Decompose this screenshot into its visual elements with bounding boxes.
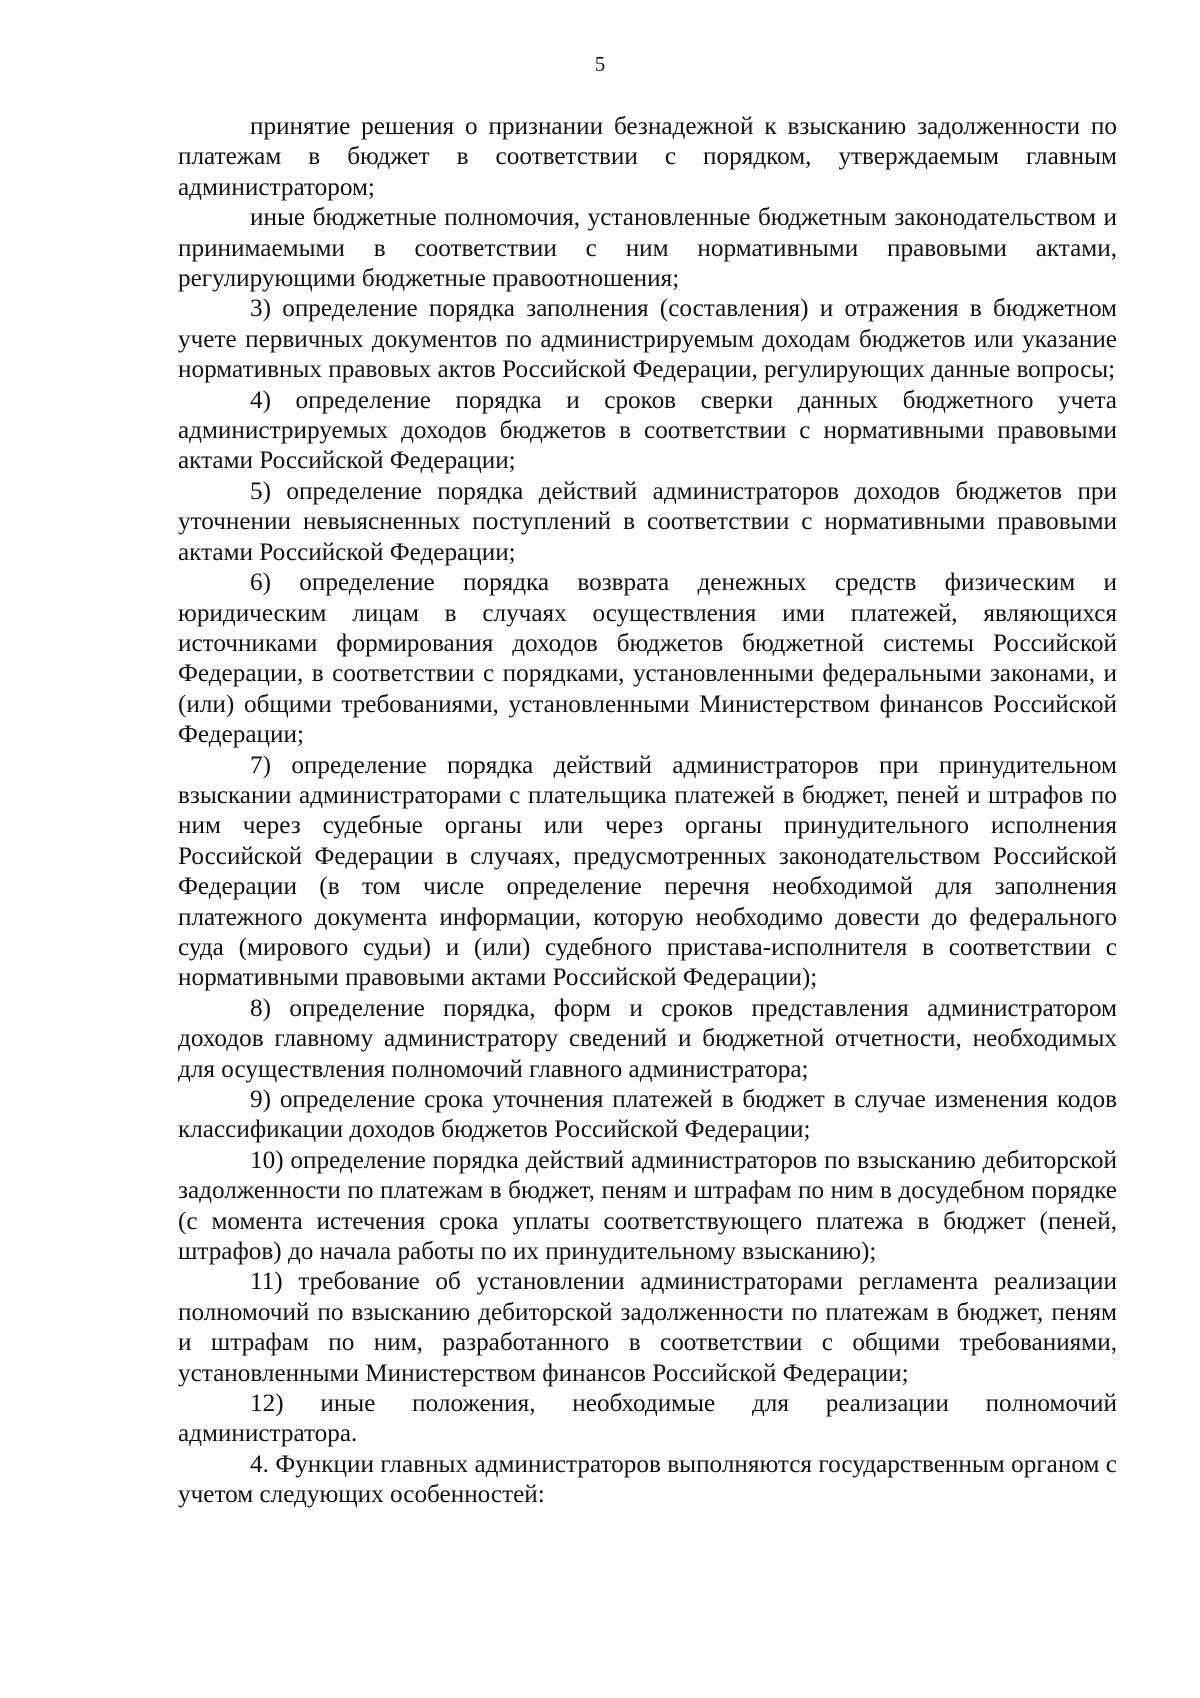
paragraph: принятие решения о признании безнадежной к взысканию задолженности по платежам в бюджет в соответствии с порядком, утверждаемым главным администратором;	[178, 113, 1117, 201]
paragraph: иные бюджетные полномочия, установленные бюджетным законодательством и принимаемыми в соответствии с ним нормативными правовыми актами, регулирующими бюджетные правоотношения;	[178, 204, 1117, 293]
paragraph: 7) определение порядка действий администраторов при принудительном взыскании администраторами с плательщика платежей в бюджет, пеней и штрафов по ним через судебные органы или через органы принудительного исполнения Российской Федерации в случаях, предусмотренных законодательством Российской Федерации (в том числе определение перечня необходимой для заполнения платежного документа информации, которую необходимо довести до федерального суда (мирового судьи) и (или) судебного пристава-исполнителя в соответствии с нормативными правовыми актами Российской Федерации);	[178, 751, 1117, 992]
paragraph: 6) определение порядка возврата денежных средств физическим и юридическим лицам в случаях осуществления ими платежей, являющихся источниками формирования доходов бюджетов бюджетной системы Российской Федерации, в соответствии с порядками, установленными федеральными законами, и (или) общими требованиями, установленными Министерством финансов Российской Федерации;	[178, 569, 1117, 749]
paragraph: 4. Функции главных администраторов выполняются государственным органом с учетом следующих особенностей:	[178, 1450, 1117, 1509]
paragraph: 12) иные положения, необходимые для реализации полномочий администратора.	[178, 1390, 1117, 1448]
document-body	[178, 112, 1117, 1511]
paragraph: 11) требование об установлении администраторами регламента реализации полномочий по взысканию дебиторской задолженности по платежам в бюджет, пеням и штрафам по ним, разработанного в соответствии с общими требованиями, установленными Министерством финансов Российской Федерации;	[178, 1268, 1117, 1387]
paragraph: 5) определение порядка действий администраторов доходов бюджетов при уточнении невыясненных поступлений в соответствии с нормативными правовыми актами Российской Федерации;	[178, 477, 1117, 566]
paragraph: 8) определение порядка, форм и сроков представления администратором доходов главному администратору сведений и бюджетной отчетности, необходимых для осуществления полномочий главного администратора;	[178, 994, 1117, 1083]
paragraph: 3) определение порядка заполнения (составления) и отражения в бюджетном учете первичных документов по администрируемым доходам бюджетов или указание нормативных правовых актов Российской Федерации, регулирующих данные вопросы;	[178, 295, 1117, 384]
page-number: 5	[594, 52, 606, 76]
paragraph: 10) определение порядка действий администраторов по взысканию дебиторской задолженности по платежам в бюджет, пеням и штрафам по ним в досудебном порядке (с момента истечения срока уплаты соответствующего платежа в бюджет (пеней, штрафов) до начала работы по их принудительному взысканию);	[178, 1146, 1117, 1266]
paragraph: 4) определение порядка и сроков сверки данных бюджетного учета администрируемых доходов бюджетов в соответствии с нормативными правовыми актами Российской Федерации;	[178, 386, 1117, 475]
paragraph: 9) определение срока уточнения платежей в бюджет в случае изменения кодов классификации доходов бюджетов Российской Федерации;	[178, 1086, 1117, 1144]
